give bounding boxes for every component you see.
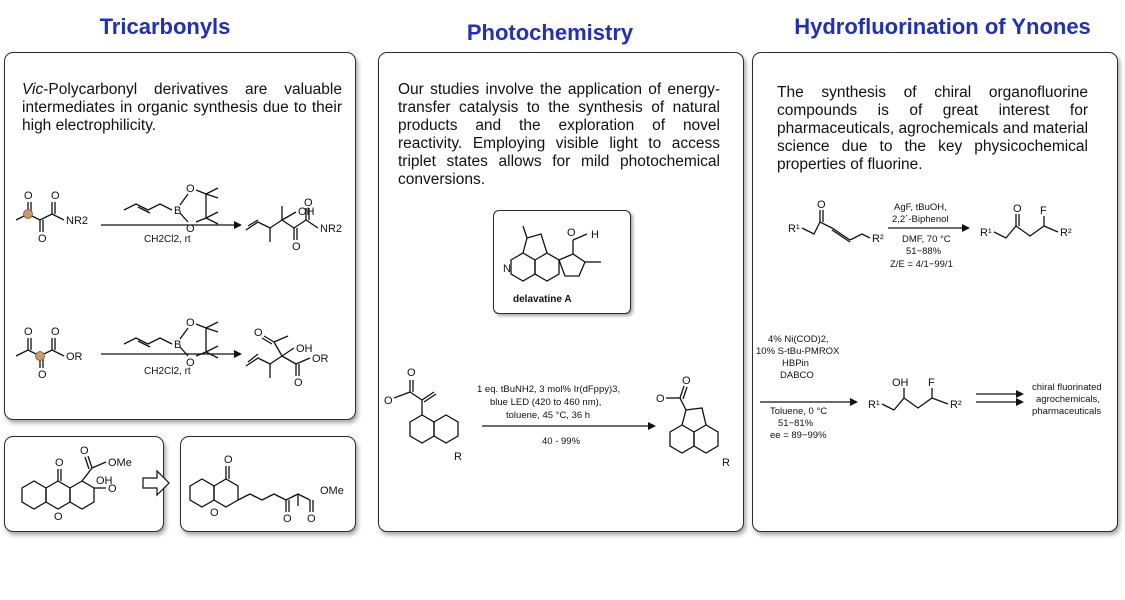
svg-text:O: O xyxy=(307,513,316,525)
svg-text:O: O xyxy=(292,241,301,253)
tricarbonyl-reaction-2 xyxy=(6,296,356,406)
product2-oh: OH xyxy=(296,343,313,355)
photo-conditions-1: 1 eq. tBuNH2, 3 mol% Ir(dFppy)3, xyxy=(477,384,621,395)
heading-tricarbonyls: Tricarbonyls xyxy=(99,14,231,39)
svg-text:O: O xyxy=(1013,203,1022,215)
product1-label: NR2 xyxy=(320,223,343,235)
svg-text:O: O xyxy=(186,183,195,195)
svg-text:O: O xyxy=(186,317,195,329)
svg-text:O: O xyxy=(54,511,63,523)
delavatine-label: delavatine A xyxy=(513,294,572,305)
svg-text:O: O xyxy=(38,233,47,245)
svg-text:O: O xyxy=(384,395,393,407)
svg-text:O: O xyxy=(254,327,263,339)
svg-text:R²: R² xyxy=(872,233,884,245)
photo-conditions-2: blue LED (420 to 460 nm), xyxy=(490,397,602,408)
example-arrow xyxy=(141,468,171,498)
heading-hydrofluorination: Hydrofluorination of Ynones xyxy=(794,14,1091,39)
hf2-cond-3: ee = 89−99% xyxy=(770,430,827,441)
svg-text:O: O xyxy=(51,190,60,202)
heading-photochemistry: Photochemistry xyxy=(466,20,634,45)
photo-conditions-3: toluene, 45 °C, 36 h xyxy=(506,410,591,421)
svg-text:O: O xyxy=(210,507,219,519)
svg-text:OH: OH xyxy=(892,377,909,389)
hf1-cond-1: DMF, 70 °C xyxy=(902,234,951,245)
svg-text:R²: R² xyxy=(1060,227,1072,239)
svg-text:O: O xyxy=(38,369,47,381)
svg-text:R¹: R¹ xyxy=(980,227,992,239)
product-r: R xyxy=(722,457,730,469)
reaction1-conditions: CH2Cl2, rt xyxy=(144,234,191,245)
svg-text:R²: R² xyxy=(950,399,962,411)
ester-label: OR xyxy=(66,351,83,363)
svg-text:O: O xyxy=(55,457,64,469)
svg-text:F: F xyxy=(1040,205,1047,217)
svg-text:O: O xyxy=(567,227,576,239)
hf1-reagent-1: AgF, tBuOH, xyxy=(894,202,947,213)
svg-text:N: N xyxy=(503,263,511,275)
photochemistry-intro: Our studies involve the application of energy-transfer catalysis to the synthesis of natural products and the exploration of novel reactivity. Employing visible light to access triplet states allows for mild photochemical conversions. xyxy=(398,81,720,188)
hf2-cond-1: Toluene, 0 °C xyxy=(770,406,828,417)
application-1: chiral fluorinated xyxy=(1032,382,1102,393)
product1-oh: OH xyxy=(298,206,315,218)
example-product-ester: OMe xyxy=(320,485,344,497)
svg-text:O: O xyxy=(186,357,195,369)
svg-text:O: O xyxy=(224,454,233,466)
svg-text:O: O xyxy=(294,377,303,389)
svg-text:O: O xyxy=(682,375,691,387)
svg-text:B: B xyxy=(174,339,182,351)
svg-text:O: O xyxy=(817,199,826,211)
svg-text:O: O xyxy=(24,190,33,202)
hydrofluorination-intro: The synthesis of chiral organofluorine compounds is of great interest for pharmaceuticals, agrochemicals and material science due to the key physicochemical properties of fluorine. xyxy=(777,84,1089,173)
hf1-cond-3: Z/E = 4/1−99/1 xyxy=(890,259,953,270)
delavatine-structure xyxy=(493,210,631,314)
svg-text:O: O xyxy=(186,223,195,235)
hf1-reagent-2: 2,2´-Biphenol xyxy=(892,214,949,225)
amide-label: NR2 xyxy=(66,215,89,227)
svg-text:O: O xyxy=(51,326,60,338)
photo-reaction xyxy=(380,362,740,502)
svg-text:O: O xyxy=(108,483,117,495)
hf2-cond-2: 51−81% xyxy=(778,418,814,429)
substrate-r: R xyxy=(454,451,462,463)
highlight-atom xyxy=(24,210,33,219)
tricarbonyl-example-right xyxy=(180,436,356,532)
svg-text:R¹: R¹ xyxy=(868,399,880,411)
hf-reaction-1 xyxy=(754,196,1114,296)
application-2: agrochemicals, xyxy=(1036,394,1100,405)
hf-reaction-2 xyxy=(754,330,1114,450)
tricarbonyls-intro-italic: Vic xyxy=(22,81,44,98)
highlight-atom-2 xyxy=(36,352,45,361)
reaction2-conditions: CH2Cl2, rt xyxy=(144,366,191,377)
tricarbonyl-example-left xyxy=(4,436,164,532)
svg-text:H: H xyxy=(591,229,599,241)
hf2-reagent-1: 4% Ni(COD)2, xyxy=(768,334,829,345)
svg-text:O: O xyxy=(24,326,33,338)
svg-text:O: O xyxy=(407,367,416,379)
svg-text:B: B xyxy=(174,205,182,217)
svg-text:O: O xyxy=(283,513,292,525)
hf2-reagent-3: HBPin xyxy=(782,358,809,369)
example-oh: OH xyxy=(96,475,113,487)
hf2-reagent-4: DABCO xyxy=(780,370,814,381)
svg-text:O: O xyxy=(656,393,665,405)
svg-text:F: F xyxy=(928,377,935,389)
product2-label: OR xyxy=(312,353,329,365)
svg-text:O: O xyxy=(80,445,89,457)
svg-text:O: O xyxy=(304,197,313,209)
example-ester: OMe xyxy=(108,457,132,469)
tricarbonyls-intro xyxy=(22,81,342,135)
tricarbonyls-intro-text: -Polycarbonyl derivatives are valuable intermediates in organic synthesis due to their high electrophilicity. xyxy=(22,81,342,134)
hf2-reagent-2: 10% S-tBu-PMROX xyxy=(756,346,840,357)
photo-yield: 40 - 99% xyxy=(542,436,581,447)
application-3: pharmaceuticals xyxy=(1032,406,1102,417)
svg-text:R¹: R¹ xyxy=(788,223,800,235)
tricarbonyl-reaction-1 xyxy=(6,180,356,290)
hf1-cond-2: 51−88% xyxy=(906,246,942,257)
